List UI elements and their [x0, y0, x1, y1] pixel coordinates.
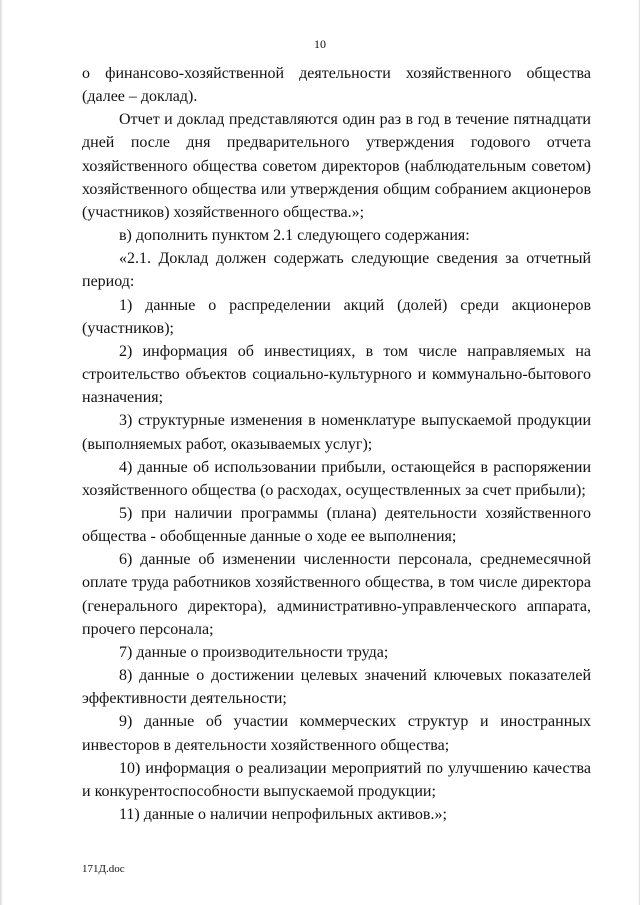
paragraph-2: Отчет и доклад представляются один раз в год в течение пятнадцати дней после дня предварительного утверждения годового отчета хозяйственного общества советом директоров (наблюдательным советом) хозяйственного общества или утверждения общим собранием акционеров (участников) хозяйственного общества.»; [82, 111, 591, 221]
footer-filename: 171Д.doc [82, 863, 125, 875]
list-item-1: 1) данные о распределении акций (долей) среди акционеров (участников); [82, 296, 591, 337]
list-item-2: 2) информация об инвестициях, в том числе направляемых на строительство объектов социально-культурного и коммунально-бытового назначения; [82, 342, 591, 407]
list-item-10: 10) информация о реализации мероприятий по улучшению качества и конкурентоспособности выпускаемой продукции; [82, 759, 591, 800]
scan-edge-left [0, 0, 3, 905]
list-item-6: 6) данные об изменении численности персонала, среднемесячной оплате труда работников хозяйственного общества, в том числе директора (генерального директора), административно-управленческого аппарата, прочего персонала; [82, 551, 591, 638]
list-item-8: 8) данные о достижении целевых значений ключевых показателей эффективности деятельности; [82, 667, 591, 708]
document-body [82, 62, 591, 826]
list-item-5: 5) при наличии программы (плана) деятельности хозяйственного общества - обобщенные данные о ходе ее выполнения; [82, 504, 591, 546]
paragraph-3: в) дополнить пунктом 2.1 следующего содержания: [119, 227, 470, 245]
paragraph-1: о финансово-хозяйственной деятельности хозяйственного общества (далее – доклад). [82, 65, 591, 106]
list-item-11: 11) данные о наличии непрофильных активов.»; [119, 806, 447, 823]
list-item-9: 9) данные об участии коммерческих структур и иностранных инвесторов в деятельности хозяйственного общества; [82, 713, 591, 754]
paragraph-4: «2.1. Доклад должен содержать следующие сведения за отчетный период: [82, 250, 591, 291]
list-item-7: 7) данные о производительности труда; [119, 643, 389, 661]
page-number: 10 [314, 37, 326, 51]
list-item-3: 3) структурные изменения в номенклатуре выпускаемой продукции (выполняемых работ, оказываемых услуг); [82, 412, 591, 453]
list-item-4: 4) данные об использовании прибыли, остающейся в распоряжении хозяйственного общества (о расходах, осуществленных за счет прибыли); [82, 458, 591, 499]
